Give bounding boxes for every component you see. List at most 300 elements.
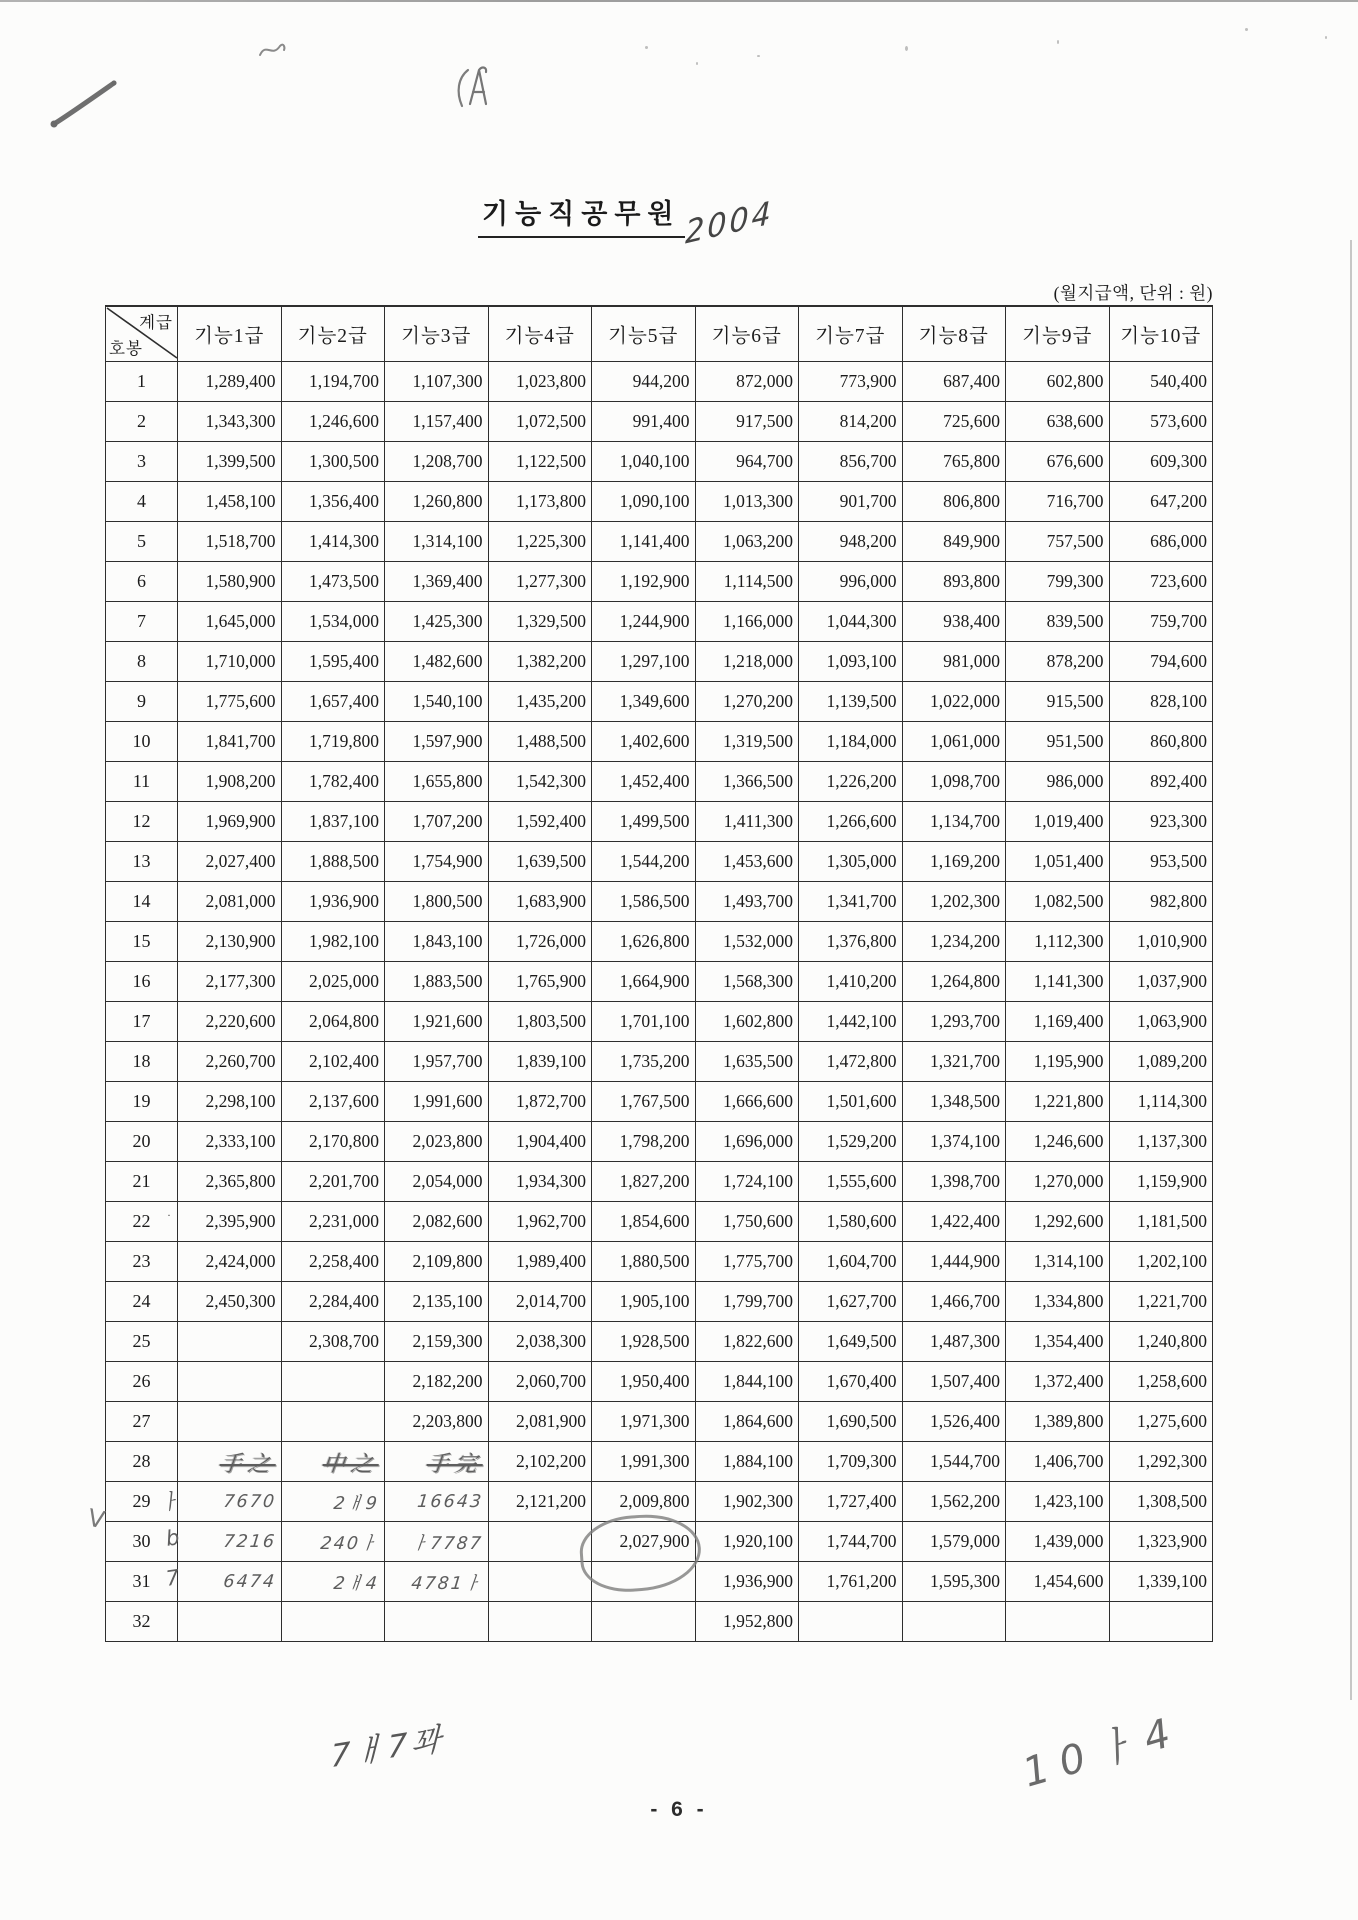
salary-cell: 2,201,700 [281, 1162, 385, 1202]
salary-cell: 1,544,200 [592, 842, 696, 882]
salary-cell: 1,799,700 [695, 1282, 799, 1322]
salary-cell: 1,649,500 [799, 1322, 903, 1362]
salary-cell [592, 1602, 696, 1642]
step-number-cell: 23 [106, 1242, 178, 1282]
salary-cell: 1,289,400 [178, 362, 282, 402]
handwritten-margin-mark: 7 [164, 1565, 181, 1591]
salary-cell: 1,422,400 [902, 1202, 1006, 1242]
salary-cell: 757,500 [1006, 522, 1110, 562]
salary-cell: 1,841,700 [178, 722, 282, 762]
step-number-cell: 24 [106, 1282, 178, 1322]
salary-cell: 1,218,000 [695, 642, 799, 682]
handwritten-margin-mark: ㅏ [157, 1488, 181, 1516]
salary-cell-circled: 2,027,900 [592, 1522, 696, 1562]
table-row [106, 442, 1213, 482]
salary-cell: 1,803,500 [488, 1002, 592, 1042]
salary-cell: 1,349,600 [592, 682, 696, 722]
salary-cell: 1,297,100 [592, 642, 696, 682]
table-row [106, 402, 1213, 442]
salary-cell: 765,800 [902, 442, 1006, 482]
salary-cell: 2,182,200 [385, 1362, 489, 1402]
salary-cell: 1,402,600 [592, 722, 696, 762]
handwritten-check-mark: V [85, 1503, 108, 1535]
salary-cell: 1,655,800 [385, 762, 489, 802]
table-row [106, 362, 1213, 402]
step-number-cell: 26 [106, 1362, 178, 1402]
salary-cell: 794,600 [1109, 642, 1213, 682]
salary-cell: 2,258,400 [281, 1242, 385, 1282]
salary-cell: 773,900 [799, 362, 903, 402]
salary-cell [799, 1602, 903, 1642]
salary-cell: 1,800,500 [385, 882, 489, 922]
salary-cell: 1,061,000 [902, 722, 1006, 762]
salary-cell: 1,354,400 [1006, 1322, 1110, 1362]
salary-cell: 1,063,200 [695, 522, 799, 562]
salary-cell: 1,507,400 [902, 1362, 1006, 1402]
salary-cell: 1,308,500 [1109, 1482, 1213, 1522]
salary-cell: 1,709,300 [799, 1442, 903, 1482]
salary-cell: 1,244,900 [592, 602, 696, 642]
header-row [106, 306, 1213, 362]
salary-cell: 849,900 [902, 522, 1006, 562]
salary-cell: 759,700 [1109, 602, 1213, 642]
salary-cell: 1,453,600 [695, 842, 799, 882]
table-row [106, 482, 1213, 522]
salary-cell [281, 1602, 385, 1642]
table-row [106, 1202, 1213, 1242]
salary-cell: 1,726,000 [488, 922, 592, 962]
handwritten-cell: 中之 [279, 1442, 387, 1482]
page-number: - 6 - [650, 1798, 708, 1821]
ink-speck [1325, 36, 1327, 39]
table-row [106, 762, 1213, 802]
salary-cell: 1,724,100 [695, 1162, 799, 1202]
handwritten-note-left: 7ㅐ7꽈 [330, 1720, 445, 1776]
table-row [106, 1162, 1213, 1202]
salary-cell: 1,398,700 [902, 1162, 1006, 1202]
salary-cell: 1,542,300 [488, 762, 592, 802]
step-number-cell: 28 [106, 1442, 178, 1482]
table-row [106, 682, 1213, 722]
salary-cell: 1,072,500 [488, 402, 592, 442]
corner-cell [106, 306, 178, 362]
table-row [106, 802, 1213, 842]
salary-cell: 1,701,100 [592, 1002, 696, 1042]
salary-cell: 1,292,600 [1006, 1202, 1110, 1242]
salary-cell: 814,200 [799, 402, 903, 442]
salary-cell: 1,639,500 [488, 842, 592, 882]
salary-cell: 1,246,600 [281, 402, 385, 442]
salary-cell: 1,208,700 [385, 442, 489, 482]
table-row [106, 602, 1213, 642]
salary-cell: 1,499,500 [592, 802, 696, 842]
salary-cell: 1,040,100 [592, 442, 696, 482]
salary-cell: 1,592,400 [488, 802, 592, 842]
step-number-cell: 10 [106, 722, 178, 762]
salary-cell: 1,952,800 [695, 1602, 799, 1642]
salary-cell [178, 1602, 282, 1642]
salary-cell: 2,177,300 [178, 962, 282, 1002]
handwritten-cell: 4781ㅏ [382, 1562, 490, 1602]
salary-cell: 893,800 [902, 562, 1006, 602]
salary-cell: 1,982,100 [281, 922, 385, 962]
salary-cell: 917,500 [695, 402, 799, 442]
salary-cell: 1,501,600 [799, 1082, 903, 1122]
salary-cell: 1,604,700 [799, 1242, 903, 1282]
salary-cell: 1,107,300 [385, 362, 489, 402]
salary-cell: 1,181,500 [1109, 1202, 1213, 1242]
corner-label-step: 호봉 [109, 339, 143, 358]
salary-cell: 1,169,200 [902, 842, 1006, 882]
salary-cell: 1,934,300 [488, 1162, 592, 1202]
handwritten-cell: 手之 [175, 1442, 283, 1482]
salary-cell: 1,093,100 [799, 642, 903, 682]
salary-cell: 2,081,000 [178, 882, 282, 922]
table-row [106, 1122, 1213, 1162]
salary-cell: 991,400 [592, 402, 696, 442]
salary-cell: 1,597,900 [385, 722, 489, 762]
salary-cell: 1,270,000 [1006, 1162, 1110, 1202]
salary-cell: 1,173,800 [488, 482, 592, 522]
salary-cell: 1,991,600 [385, 1082, 489, 1122]
salary-cell: 1,305,000 [799, 842, 903, 882]
column-header: 기능8급 [902, 306, 1006, 362]
table-row [106, 1482, 1213, 1522]
handwritten-note-right: 10ㅏ4 [1017, 1707, 1188, 1797]
salary-cell: 725,600 [902, 402, 1006, 442]
salary-cell: 1,194,700 [281, 362, 385, 402]
salary-cell: 1,529,200 [799, 1122, 903, 1162]
salary-cell: 1,473,500 [281, 562, 385, 602]
salary-cell: 2,102,200 [488, 1442, 592, 1482]
salary-cell: 2,424,000 [178, 1242, 282, 1282]
salary-cell: 1,374,100 [902, 1122, 1006, 1162]
salary-cell: 716,700 [1006, 482, 1110, 522]
salary-cell [488, 1522, 592, 1562]
salary-cell: 1,376,800 [799, 922, 903, 962]
salary-cell: 1,406,700 [1006, 1442, 1110, 1482]
ink-speck [1245, 28, 1248, 31]
salary-cell: 1,240,800 [1109, 1322, 1213, 1362]
salary-cell: 1,258,600 [1109, 1362, 1213, 1402]
salary-cell: 1,580,900 [178, 562, 282, 602]
table-row [106, 1082, 1213, 1122]
salary-cell: 2,308,700 [281, 1322, 385, 1362]
handwritten-year: 2004 [684, 194, 775, 252]
table-row [106, 1042, 1213, 1082]
handwritten-cell: 2ㅐ4 [279, 1562, 387, 1602]
salary-cell: 1,013,300 [695, 482, 799, 522]
ink-squiggle [258, 40, 288, 62]
salary-cell: 892,400 [1109, 762, 1213, 802]
ink-mark [452, 62, 496, 110]
salary-cell: 1,482,600 [385, 642, 489, 682]
ink-dot-mark: · [167, 1208, 171, 1222]
handwritten-cell: 2ㅐ9 [279, 1482, 387, 1522]
salary-cell: 1,880,500 [592, 1242, 696, 1282]
salary-cell: 723,600 [1109, 562, 1213, 602]
salary-cell: 1,293,700 [902, 1002, 1006, 1042]
salary-cell: 1,334,800 [1006, 1282, 1110, 1322]
salary-cell: 1,683,900 [488, 882, 592, 922]
salary-cell: 1,366,500 [695, 762, 799, 802]
salary-cell: 1,707,200 [385, 802, 489, 842]
salary-cell: 1,962,700 [488, 1202, 592, 1242]
salary-cell: 1,090,100 [592, 482, 696, 522]
salary-cell: 1,264,800 [902, 962, 1006, 1002]
salary-cell: 1,314,100 [1006, 1242, 1110, 1282]
table-row [106, 1402, 1213, 1442]
salary-cell: 1,555,600 [799, 1162, 903, 1202]
salary-cell: 1,888,500 [281, 842, 385, 882]
salary-cell [281, 1362, 385, 1402]
salary-cell: 1,921,600 [385, 1002, 489, 1042]
table-row [106, 1282, 1213, 1322]
salary-cell: 609,300 [1109, 442, 1213, 482]
salary-cell: 1,920,100 [695, 1522, 799, 1562]
ink-speck [696, 62, 698, 65]
salary-cell [1006, 1602, 1110, 1642]
salary-cell: 1,989,400 [488, 1242, 592, 1282]
salary-cell: 1,275,600 [1109, 1402, 1213, 1442]
salary-cell: 1,089,200 [1109, 1042, 1213, 1082]
column-header: 기능5급 [592, 306, 696, 362]
step-number-cell: 18 [106, 1042, 178, 1082]
salary-cell: 1,595,400 [281, 642, 385, 682]
table-row [106, 882, 1213, 922]
salary-cell: 2,038,300 [488, 1322, 592, 1362]
salary-cell: 996,000 [799, 562, 903, 602]
table-row [106, 962, 1213, 1002]
salary-cell: 1,341,700 [799, 882, 903, 922]
salary-cell: 1,957,700 [385, 1042, 489, 1082]
salary-cell: 828,100 [1109, 682, 1213, 722]
salary-cell: 1,226,200 [799, 762, 903, 802]
corner-label-class: 계급 [139, 313, 173, 332]
salary-cell: 2,009,800 [592, 1482, 696, 1522]
salary-cell [488, 1562, 592, 1602]
salary-cell: 638,600 [1006, 402, 1110, 442]
salary-cell: 1,382,200 [488, 642, 592, 682]
salary-cell: 1,277,300 [488, 562, 592, 602]
salary-cell: 1,159,900 [1109, 1162, 1213, 1202]
step-number-cell: 25 [106, 1322, 178, 1362]
salary-cell: 1,472,800 [799, 1042, 903, 1082]
step-number-cell: 14 [106, 882, 178, 922]
salary-cell: 1,627,700 [799, 1282, 903, 1322]
salary-cell: 1,664,900 [592, 962, 696, 1002]
salary-cell: 964,700 [695, 442, 799, 482]
column-header: 기능2급 [281, 306, 385, 362]
salary-cell: 1,195,900 [1006, 1042, 1110, 1082]
salary-cell: 923,300 [1109, 802, 1213, 842]
salary-cell: 1,518,700 [178, 522, 282, 562]
salary-cell: 1,098,700 [902, 762, 1006, 802]
salary-cell [902, 1602, 1006, 1642]
salary-cell: 1,439,000 [1006, 1522, 1110, 1562]
salary-cell: 1,114,300 [1109, 1082, 1213, 1122]
salary-cell: 1,266,600 [799, 802, 903, 842]
salary-cell: 1,822,600 [695, 1322, 799, 1362]
salary-cell [592, 1562, 696, 1602]
salary-cell: 1,314,100 [385, 522, 489, 562]
salary-cell: 1,356,400 [281, 482, 385, 522]
salary-cell: 1,414,300 [281, 522, 385, 562]
step-number-cell: 30 b [106, 1522, 178, 1562]
column-header: 기능3급 [385, 306, 489, 362]
salary-cell: 2,082,600 [385, 1202, 489, 1242]
salary-cell: 1,744,700 [799, 1522, 903, 1562]
step-number-cell: 6 [106, 562, 178, 602]
salary-cell: 2,023,800 [385, 1122, 489, 1162]
salary-cell: 2,060,700 [488, 1362, 592, 1402]
step-number-cell: 2 [106, 402, 178, 442]
salary-cell: 1,444,900 [902, 1242, 1006, 1282]
salary-cell: 1,767,500 [592, 1082, 696, 1122]
salary-cell: 1,425,300 [385, 602, 489, 642]
salary-cell: 1,221,800 [1006, 1082, 1110, 1122]
salary-cell: 1,410,200 [799, 962, 903, 1002]
salary-cell: 1,626,800 [592, 922, 696, 962]
salary-cell: 1,950,400 [592, 1362, 696, 1402]
salary-cell: 1,141,300 [1006, 962, 1110, 1002]
salary-cell: 602,800 [1006, 362, 1110, 402]
table-row [106, 922, 1213, 962]
column-header: 기능9급 [1006, 306, 1110, 362]
salary-cell: 1,586,500 [592, 882, 696, 922]
salary-cell: 1,562,200 [902, 1482, 1006, 1522]
step-number-cell: 21 [106, 1162, 178, 1202]
salary-cell: 1,761,200 [799, 1562, 903, 1602]
salary-cell: 2,365,800 [178, 1162, 282, 1202]
salary-cell: 2,220,600 [178, 1002, 282, 1042]
table-row [106, 1562, 1213, 1602]
salary-cell: 901,700 [799, 482, 903, 522]
step-number-cell: 3 [106, 442, 178, 482]
table-row [106, 1242, 1213, 1282]
step-number-cell: 32 [106, 1602, 178, 1642]
table-row [106, 1602, 1213, 1642]
salary-cell: 1,454,600 [1006, 1562, 1110, 1602]
salary-cell: 1,493,700 [695, 882, 799, 922]
salary-cell: 2,027,400 [178, 842, 282, 882]
salary-cell: 1,568,300 [695, 962, 799, 1002]
salary-cell: 1,044,300 [799, 602, 903, 642]
salary-cell: 1,270,200 [695, 682, 799, 722]
salary-cell: 982,800 [1109, 882, 1213, 922]
salary-cell: 1,534,000 [281, 602, 385, 642]
salary-cell: 1,798,200 [592, 1122, 696, 1162]
step-number-cell: 22 · [106, 1202, 178, 1242]
salary-cell: 1,323,900 [1109, 1522, 1213, 1562]
table-row [106, 1322, 1213, 1362]
salary-cell: 2,284,400 [281, 1282, 385, 1322]
page-title: 기능직공무원 [478, 192, 685, 238]
salary-cell: 938,400 [902, 602, 1006, 642]
salary-cell: 799,300 [1006, 562, 1110, 602]
salary-cell: 540,400 [1109, 362, 1213, 402]
table-row [106, 1002, 1213, 1042]
salary-cell: 1,157,400 [385, 402, 489, 442]
salary-cell: 1,339,100 [1109, 1562, 1213, 1602]
step-number-cell: 11 [106, 762, 178, 802]
salary-cell: 1,082,500 [1006, 882, 1110, 922]
salary-cell: 2,014,700 [488, 1282, 592, 1322]
salary-cell: 2,102,400 [281, 1042, 385, 1082]
salary-cell: 1,321,700 [902, 1042, 1006, 1082]
salary-cell: 1,843,100 [385, 922, 489, 962]
salary-cell: 2,025,000 [281, 962, 385, 1002]
salary-cell: 2,081,900 [488, 1402, 592, 1442]
salary-cell: 1,991,300 [592, 1442, 696, 1482]
table-row [106, 1442, 1213, 1482]
salary-cell: 839,500 [1006, 602, 1110, 642]
handwritten-cell: 6474 [175, 1562, 283, 1602]
salary-cell: 1,192,900 [592, 562, 696, 602]
handwritten-cell: ㅏ7787 [382, 1522, 490, 1562]
step-number-cell: 9 [106, 682, 178, 722]
salary-cell: 1,137,300 [1109, 1122, 1213, 1162]
salary-cell: 1,466,700 [902, 1282, 1006, 1322]
salary-cell: 1,063,900 [1109, 1002, 1213, 1042]
salary-cell: 2,121,200 [488, 1482, 592, 1522]
salary-cell: 1,292,300 [1109, 1442, 1213, 1482]
salary-cell: 1,544,700 [902, 1442, 1006, 1482]
salary-cell: 2,395,900 [178, 1202, 282, 1242]
ink-speck [1057, 40, 1059, 44]
salary-cell: 1,750,600 [695, 1202, 799, 1242]
salary-cell: 878,200 [1006, 642, 1110, 682]
salary-cell: 986,000 [1006, 762, 1110, 802]
salary-cell: 1,526,400 [902, 1402, 1006, 1442]
salary-cell: 2,064,800 [281, 1002, 385, 1042]
salary-cell: 1,645,000 [178, 602, 282, 642]
salary-cell: 2,159,300 [385, 1322, 489, 1362]
salary-cell: 1,735,200 [592, 1042, 696, 1082]
salary-cell: 1,122,500 [488, 442, 592, 482]
column-header: 기능1급 [178, 306, 282, 362]
salary-cell: 1,202,100 [1109, 1242, 1213, 1282]
salary-cell: 1,225,300 [488, 522, 592, 562]
handwritten-margin-mark: b [164, 1525, 181, 1551]
table-row [106, 642, 1213, 682]
salary-cell: 1,532,000 [695, 922, 799, 962]
salary-cell [385, 1602, 489, 1642]
salary-cell: 2,203,800 [385, 1402, 489, 1442]
step-number-cell: 1 [106, 362, 178, 402]
unit-note: (월지급액, 단위 : 원) [1053, 283, 1213, 303]
step-number-cell: 4 [106, 482, 178, 522]
salary-cell: 1,139,500 [799, 682, 903, 722]
column-header: 기능7급 [799, 306, 903, 362]
table-row [106, 562, 1213, 602]
salary-cell: 1,936,900 [695, 1562, 799, 1602]
salary-table [105, 305, 1213, 1642]
salary-cell: 1,452,400 [592, 762, 696, 802]
salary-cell: 1,540,100 [385, 682, 489, 722]
salary-cell: 1,423,100 [1006, 1482, 1110, 1522]
step-number-cell: 20 [106, 1122, 178, 1162]
salary-cell: 948,200 [799, 522, 903, 562]
salary-cell: 1,602,800 [695, 1002, 799, 1042]
salary-cell: 1,775,700 [695, 1242, 799, 1282]
salary-cell: 1,936,900 [281, 882, 385, 922]
ink-speck [905, 46, 908, 51]
salary-cell: 1,458,100 [178, 482, 282, 522]
scan-edge-artifact [0, 0, 1358, 2]
handwritten-cell: 16643 [382, 1482, 490, 1522]
salary-cell: 1,754,900 [385, 842, 489, 882]
